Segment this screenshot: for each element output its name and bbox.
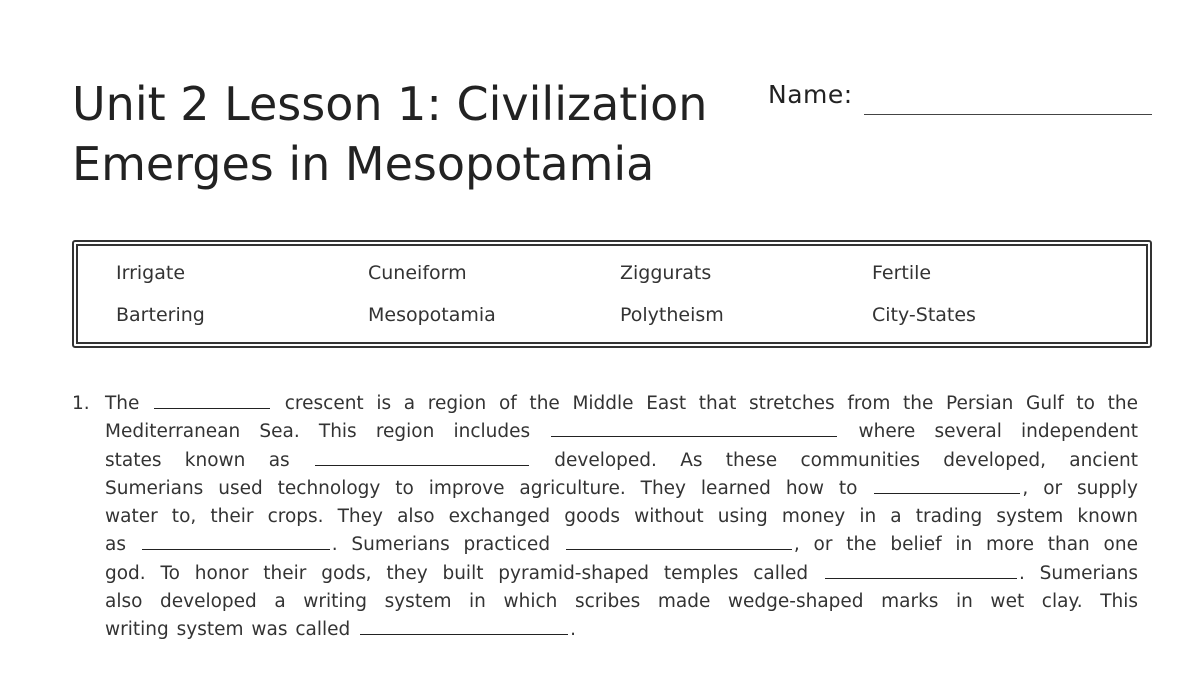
passage-text: developed. As these communities developed, ancient [554,449,1138,471]
question-text [105,390,1138,645]
passage-line [105,616,1138,644]
answer-blank[interactable] [825,560,1017,579]
word-bank-item: Ziggurats [620,262,712,284]
name-field [768,80,1153,116]
word-bank-item: Mesopotamia [368,304,496,326]
worksheet-title [72,74,732,194]
passage-text: Sumerians used technology to improve agriculture. They learned how to [105,477,858,499]
passage-line [105,588,1138,616]
passage-text: also developed a writing system in which scribes made wedge-shaped marks in wet clay. This [105,591,1138,613]
passage-line [105,390,1138,418]
word-bank-item: City-States [872,304,976,326]
passage-text: , or the belief in more than one [793,534,1138,556]
passage-line [105,503,1138,531]
passage-text: . Sumerians practiced [331,534,551,556]
answer-blank[interactable] [566,531,792,550]
word-bank [72,240,1152,348]
answer-blank[interactable] [360,616,568,635]
word-bank-item: Fertile [872,262,932,284]
name-label: Name: [768,80,853,109]
name-blank[interactable] [864,114,1152,115]
answer-blank[interactable] [142,531,330,550]
passage-text: states known as [105,449,290,471]
answer-blank[interactable] [315,447,529,466]
passage-line [105,531,1138,559]
passage-text: . [570,619,577,641]
passage-text: crescent is a region of the Middle East that stretches from the Persian Gulf to the [284,393,1139,414]
passage-text: . Sumerians [1018,562,1138,584]
title-line-2: Emerges in Mesopotamia [72,137,655,191]
answer-blank[interactable] [551,418,837,437]
passage-line [105,447,1138,475]
word-bank-item: Polytheism [620,304,724,326]
question-number: 1. [72,393,90,414]
answer-blank[interactable] [874,475,1020,494]
passage-text: , or supply [1022,477,1138,499]
word-bank-item: Cuneiform [368,262,467,284]
passage-line [105,560,1138,588]
passage-text: Mediterranean Sea. This region includes [105,421,531,443]
answer-blank[interactable] [154,390,270,409]
passage-text: god. To honor their gods, they built pyramid-shaped temples called [105,562,809,584]
passage-line [105,418,1138,446]
passage-text: writing system was called [105,619,351,641]
passage-text: water to, their crops. They also exchanged goods without using money in a trading system known [105,506,1138,528]
word-bank-item: Bartering [116,304,205,326]
word-bank-item: Irrigate [116,262,186,284]
title-line-1: Unit 2 Lesson 1: Civilization [72,77,708,131]
passage-text: The [105,393,140,414]
passage-text: where several independent [858,421,1138,443]
passage-line [105,475,1138,503]
passage-text: as [105,534,126,556]
